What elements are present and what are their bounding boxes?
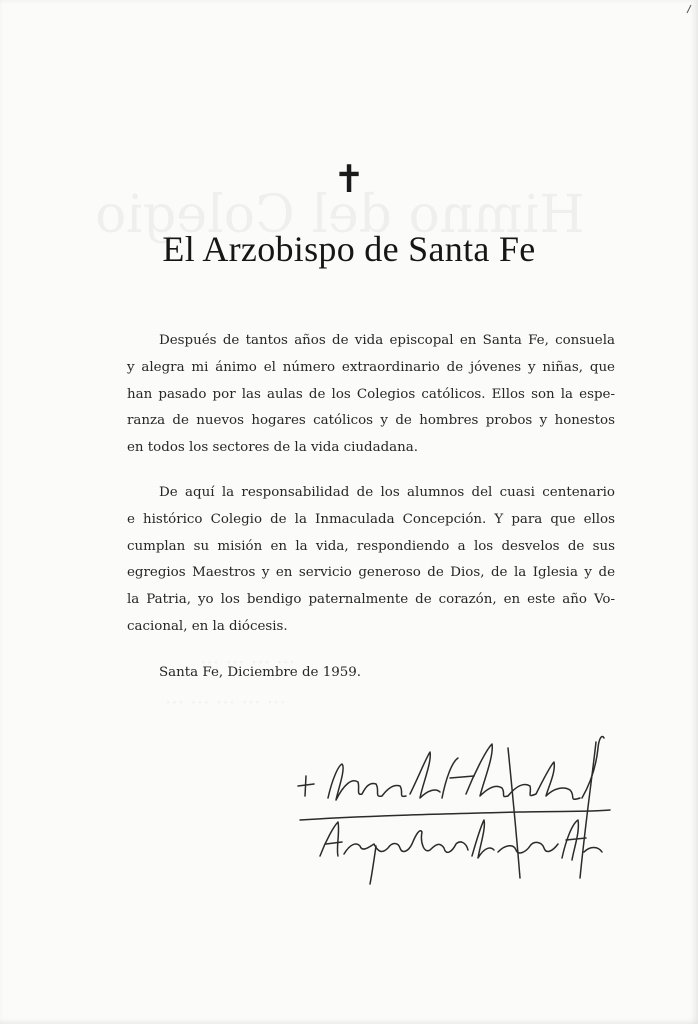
show-through-text xyxy=(165,690,286,714)
paragraph-1 xyxy=(127,328,615,462)
paragraph-2 xyxy=(127,480,615,641)
paragraph-line: Después de tantos años de vida episcopal en Santa Fe, consuela xyxy=(159,333,615,348)
corner-mark xyxy=(686,4,692,14)
paragraph-line: en todos los sectores de la vida ciudadana. xyxy=(127,440,418,456)
paragraph-line: la Patria, yo los bendigo paternalmente de corazón, en este año Vo- xyxy=(127,592,615,608)
paragraph-line: han pasado por las aulas de los Colegios católicos. Ellos son la espe- xyxy=(127,386,615,402)
paragraph-line: egregios Maestros y en servicio generoso de Dios, de la Iglesia y de xyxy=(127,565,615,581)
paragraph-line: cumplan su misión en la vida, respondiendo a los desvelos de sus xyxy=(127,538,615,554)
handwritten-signature xyxy=(280,728,620,888)
paragraph-line: e histórico Colegio de la Inmaculada Concepción. Y para que ellos xyxy=(127,511,615,527)
paragraph-line: cacional, en la diócesis. xyxy=(127,618,288,634)
cross-symbol: ✝ xyxy=(333,157,365,201)
signature-drawing xyxy=(280,728,620,888)
paragraph-line: De aquí la responsabilidad de los alumnos del cuasi centenario xyxy=(159,485,615,500)
date-line: Santa Fe, Diciembre de 1959. xyxy=(159,665,362,680)
document-title: El Arzobispo de Santa Fe xyxy=(162,229,536,269)
paragraph-line: ranza de nuevos hogares católicos y de hombres probos y honestos xyxy=(127,413,615,429)
paragraph-line: y alegra mi ánimo el número extraordinario de jóvenes y niñas, que xyxy=(127,359,615,375)
